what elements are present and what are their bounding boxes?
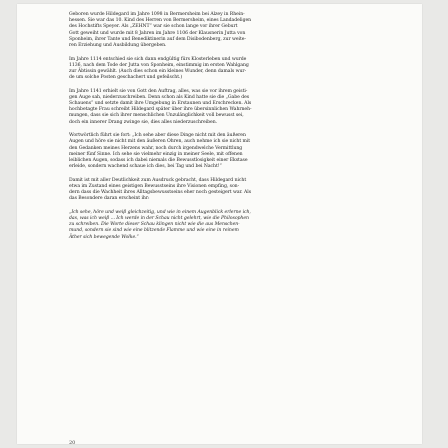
text-line: leiblichen Augen, sodass ich dabei niemals die Bewusstlosigkeit einer Ekstase bbox=[69, 157, 248, 163]
text-line: doch ein innerer Drang zwinge sie, dies alles niederzuschreiben. bbox=[69, 119, 218, 125]
page-number: 20 bbox=[69, 440, 76, 446]
text-line: Gott geweiht und wurde mit 8 Jahren im Jahre 1106 der Klausnerin Jutta von bbox=[69, 30, 246, 36]
text-line: zur Äbtissin gewählt. (Auch dies schon ein kleines Wunder, denn damals wur- bbox=[69, 68, 247, 74]
text-line: meiner fünf Sinne. Ich sehe sie vielmehr einzig in meiner Seele, mit offenen bbox=[69, 151, 243, 157]
text-line: mund, sondern sie sind wie eine blitzende Flamme und wie eine in reinem bbox=[69, 228, 239, 234]
text-line: „Ich sehe, höre und weiß gleichzeitig, und wie in einem Augenblick erlerne ich, bbox=[69, 209, 251, 215]
paragraph bbox=[69, 210, 399, 241]
text-line: erleide, sondern wachend schaue ich dies, bei Tag und bei Nacht!“ bbox=[69, 164, 222, 170]
text-column bbox=[69, 12, 399, 248]
text-line: Im Jahre 1141 erhielt sie von Gott den Auftrag, alles, was sie vor ihrem geisti- bbox=[69, 88, 248, 94]
text-line: Schauens“ und setzte damit ihre Umgebung in Erstaunen und Erschrecken. Als bbox=[69, 101, 252, 107]
text-line: etwa im Zustand eines geistigen Bewusstseins ihre Visionen empfing, son- bbox=[69, 183, 240, 189]
text-line: Geboren wurde Hildegard im Jahre 1098 in Bermersheim bei Alzey in Rhein- bbox=[69, 12, 245, 17]
text-line: Sponheim, ihrer Tante und Benediktinerin auf dem Disibodenberg, zur weite- bbox=[69, 36, 246, 42]
text-line: de um solche Posten geschachert und gefeilscht.) bbox=[69, 75, 183, 81]
text-line: dern dass die Wachheit ihres Alltagsbewusstseins eher noch gesteigert war. Als bbox=[69, 190, 251, 196]
text-line: mungen, dass sie sich ihrer menschlichen Unzulänglichkeit voll bewusst sei, bbox=[69, 113, 244, 119]
paragraph bbox=[69, 178, 399, 203]
text-line: Wortwörtlich führt sie fort: „Ich sehe aber diese Dinge nicht mit den äußeren bbox=[69, 133, 246, 139]
text-line: hochbetagte Frau schreibt Hildegard später über ihre übersinnlichen Wahrneh- bbox=[69, 107, 252, 113]
paragraph bbox=[69, 12, 399, 49]
text-line: des Hochstifts Speyer. Als „ZEHNT“ war sie schon lange vor ihrer Geburt bbox=[69, 24, 238, 30]
text-line: das Besondere daran erscheint ihr: bbox=[69, 196, 150, 202]
document-page bbox=[17, 4, 422, 444]
text-line: gen Auge sah, niederzuschreiben. Denn schon als Kind hatte sie die „Gabe des bbox=[69, 94, 250, 100]
text-line: Damit ist mit aller Deutlichkeit zum Ausdruck gebracht, dass Hildegard nicht bbox=[69, 177, 247, 183]
text-line: ren Erziehung und Ausbildung übergeben. bbox=[69, 43, 167, 49]
paragraph bbox=[69, 89, 399, 126]
text-line: Äther sich bewegende Wolke.“ bbox=[69, 234, 139, 240]
paragraph bbox=[69, 57, 399, 82]
text-line: Im Jahre 1114 entschied sie sich dann endgültig fürs Klosterleben und wurde bbox=[69, 56, 247, 62]
text-line: 1136, nach dem Tode der Jutta von Sponheim, einstimmig im ersten Wahlgang bbox=[69, 62, 249, 68]
text-line: das, was ich weiß ... Ich werde in der Schau nicht gelehrt, wie die Philosophen bbox=[69, 215, 249, 221]
text-line: hessen. Sie war das 10. Kind des Herren von Bermersheim, eines Landadeligen bbox=[69, 18, 252, 24]
text-line: Augen und höre sie nicht mit den äußeren Ohren, auch nehme ich sie nicht mit bbox=[69, 139, 251, 145]
paragraph bbox=[69, 133, 399, 170]
text-line: den Gedanken meines Herzens wahr, noch durch irgendwelche Vermittlung bbox=[69, 145, 243, 151]
text-line: zu schreiben. Die Worte dieser Schau klingen nicht wie die aus Menschen- bbox=[69, 222, 240, 228]
